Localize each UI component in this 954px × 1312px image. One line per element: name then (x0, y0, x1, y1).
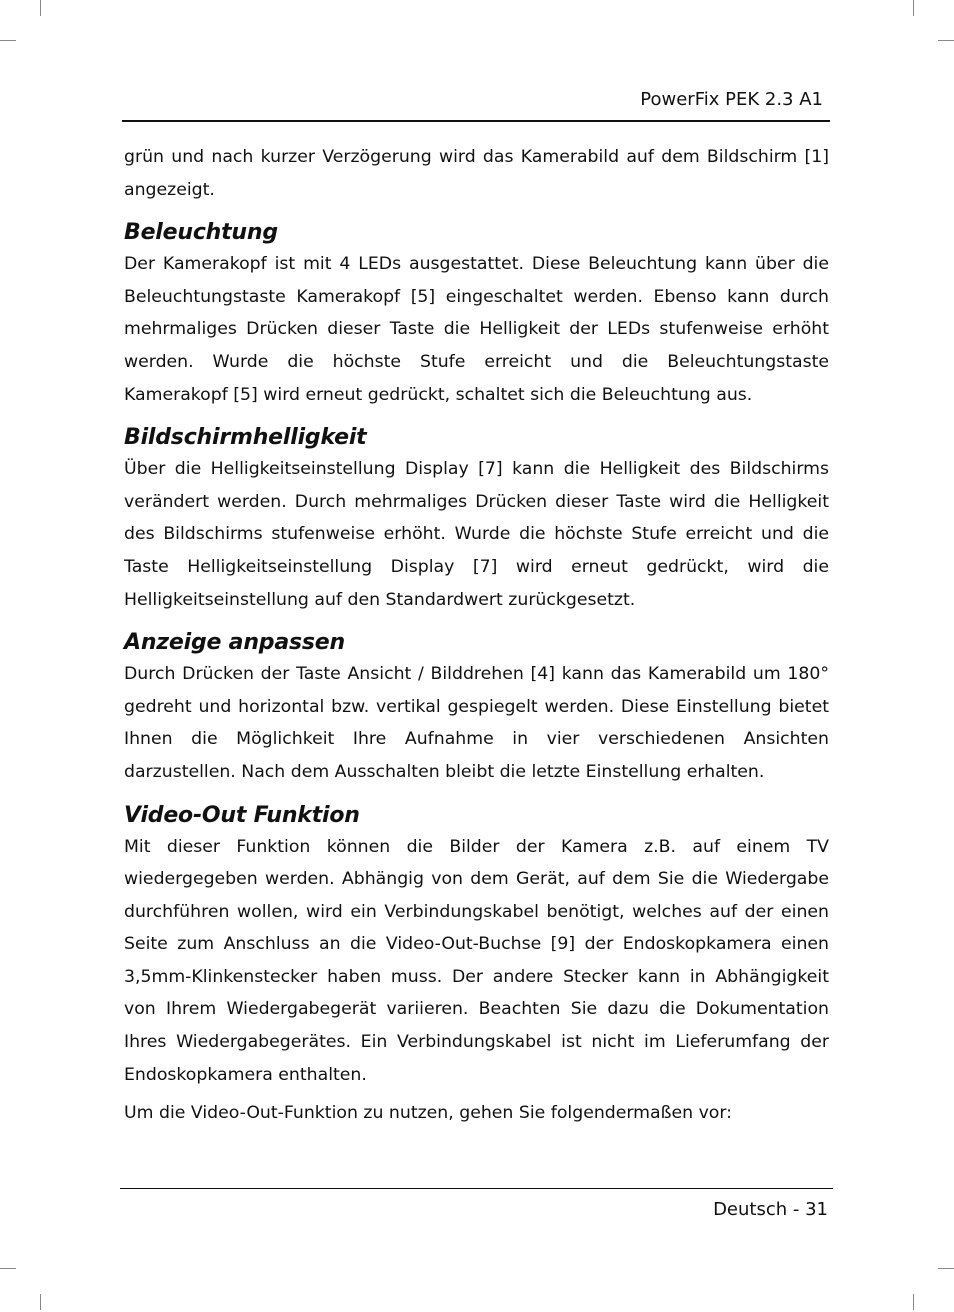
footer-rule (120, 1188, 833, 1189)
crop-mark (913, 1294, 914, 1310)
section-heading-anzeige-anpassen: Anzeige anpassen (124, 630, 345, 656)
header-rule (122, 120, 830, 122)
running-header: PowerFix PEK 2.3 A1 (640, 89, 823, 110)
section-text-beleuchtung: Der Kamerakopf ist mit 4 LEDs ausgestattet. Diese Beleuchtung kann über die Beleuchtungstaste Kamerakopf [5] eingeschaltet werden. Ebenso kann durch mehrmaliges Drücken dieser Taste die Helligkeit der LEDs stufenweise erhöht werden. Wurde die höchste Stufe erreicht und die Beleuchtungstaste Kamerakopf [5] wird erneut gedrückt, schaltet sich die Beleuchtung aus. (124, 254, 829, 405)
section-heading-video-out: Video-Out Funktion (124, 802, 360, 828)
section-text-anzeige-anpassen: Durch Drücken der Taste Ansicht / Bilddrehen [4] kann das Kamerabild um 180° gedreht und horizontal bzw. vertikal gespiegelt werden. Diese Einstellung bietet Ihnen die Möglichkeit Ihre Aufnahme in vier verschiedenen Ansichten darzustellen. Nach dem Ausschalten bleibt die letzte Einstellung erhalten. (124, 664, 829, 782)
closing-paragraph: Um die Video-Out-Funktion zu nutzen, gehen Sie folgendermaßen vor: (124, 1103, 732, 1124)
page-number: Deutsch - 31 (713, 1199, 828, 1220)
page-body (124, 141, 829, 1130)
crop-mark (938, 1268, 954, 1269)
crop-mark (0, 40, 16, 41)
section-heading-beleuchtung: Beleuchtung (124, 220, 278, 246)
crop-mark (0, 1268, 16, 1269)
intro-paragraph: grün und nach kurzer Verzögerung wird das Kamerabild auf dem Bildschirm [1] angezeigt. (124, 147, 829, 200)
section-text-video-out: Mit dieser Funktion können die Bilder der Kamera z.B. auf einem TV wiedergegeben werden. Abhängig von dem Gerät, auf dem Sie die Wiedergabe durchführen wollen, wird ein Verbindungskabel benötigt, welches auf der einen Seite zum Anschluss an die Video-Out-Buchse [9] der Endoskopkamera einen 3,5mm-Klinkenstecker haben muss. Der andere Stecker kann in Abhängigkeit von Ihrem Wiedergabegerät variieren. Beachten Sie dazu die Dokumentation Ihres Wiedergabegerätes. Ein Verbindungskabel ist nicht im Lieferumfang der Endoskopkamera enthalten. (124, 836, 829, 1085)
crop-mark (938, 40, 954, 41)
crop-mark (913, 0, 914, 16)
crop-mark (40, 1294, 41, 1310)
section-text-bildschirmhelligkeit: Über die Helligkeitseinstellung Display [7] kann die Helligkeit des Bildschirms verändert werden. Durch mehrmaliges Drücken dieser Taste wird die Helligkeit des Bildschirms stufenweise erhöht. Wurde die höchste Stufe erreicht und die Taste Helligkeitseinstellung Display [7] wird erneut gedrückt, wird die Helligkeitseinstellung auf den Standardwert zurückgesetzt. (124, 459, 829, 610)
crop-mark (40, 0, 41, 16)
section-heading-bildschirmhelligkeit: Bildschirmhelligkeit (124, 425, 367, 451)
